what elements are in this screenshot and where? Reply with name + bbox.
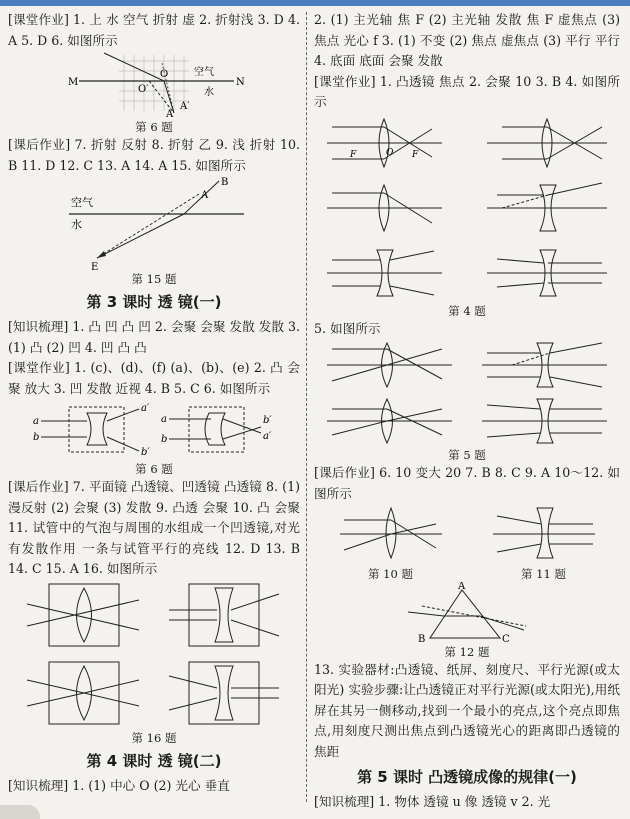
column-divider	[306, 12, 307, 802]
fig4-label-f-left: F	[350, 149, 357, 160]
fig6b-label-a: a	[161, 414, 167, 425]
answer-paragraph: 13. 实验器材:凸透镜、纸屏、刻度尺、平行光源(或太阳光) 实验步骤:让凸透镜正对平行光源(或太阳光),用纸屏在其另一侧移动,找到一个最小的亮点,这个亮点即焦点,用刻度尺测出焦点到凸透镜光心的距离即凸透镜的焦距	[314, 661, 620, 759]
right-column	[314, 10, 620, 813]
answer-paragraph: [知识梳理] 1. 物体 透镜 u 像 透镜 v 2. 光	[314, 794, 551, 809]
fig6b-label-b-prime: b′	[141, 447, 150, 458]
fig6-label-a-prime: A′	[180, 101, 190, 112]
fig4-convex-3	[327, 185, 442, 231]
fig5-concave-1	[482, 343, 607, 387]
fig6b-label-b-prime: b′	[263, 415, 272, 426]
fig12-label-b: B	[418, 633, 426, 644]
fig12-label-a: A	[458, 581, 466, 592]
answer-paragraph: [课后作业] 7. 平面镜 凸透镜、凹透镜 凸透镜 8. (1) 漫反射 (2) 会聚 (3) 发散 9. 凸透 会聚 10. 凸 会聚 11. 试管中的气泡与周围的水组成一个凹透镜,对光有发散作用 一条与试管平行的亮线 12. D 13. B 14. C 15. A 16. 如图所示	[8, 479, 300, 576]
fig15-label-a: A	[201, 190, 209, 201]
fig15-label-e: E	[91, 262, 99, 271]
answer-paragraph: 2. (1) 主光轴 焦 F (2) 主光轴 发散 焦 F 虚焦点 (3) 焦点 光心 f 3. (1) 不变 (2) 焦点 虚焦点 (3) 平行 平行 4. 底面 底面 会聚 发散	[314, 12, 620, 68]
figure-caption: 第 6 题	[135, 120, 173, 134]
fig4-convex-1	[327, 119, 442, 167]
fig4-convex-2	[487, 119, 607, 167]
fig6b-label-b: b	[33, 432, 40, 443]
prism-diagram-fig12	[402, 582, 532, 644]
lens-box-diagram-fig16	[19, 580, 289, 730]
figures-10-11-row	[314, 504, 620, 582]
fig4-label-f-right: F	[412, 149, 419, 160]
fig4-label-o: O	[386, 147, 394, 158]
refraction-diagram-fig15	[59, 176, 249, 271]
lens-box-diagram-fig6	[29, 399, 279, 461]
refraction-diagram-fig6	[54, 51, 254, 119]
fig6-label-o-prime: O′	[138, 84, 149, 95]
answer-paragraph: [课后作业] 7. 折射 反射 8. 折射 乙 9. 浅 折射 10. B 11. D 12. C 13. A 14. A 15. 如图所示	[8, 137, 300, 173]
fig6-label-n: N	[236, 77, 245, 88]
lesson-heading: 第 5 课时 凸透镜成像的规律(一)	[357, 768, 577, 786]
lesson-heading: 第 4 课时 透 镜(二)	[86, 751, 222, 770]
figure-caption: 第 6 题	[135, 462, 173, 476]
fig6-label-a: A	[166, 109, 174, 119]
answer-paragraph: [课后作业] 6. 10 变大 20 7. B 8. C 9. A 10～12. 如图所示	[314, 465, 620, 501]
fig15-label-b: B	[221, 177, 229, 188]
figure-caption: 第 4 题	[448, 303, 486, 318]
figure-caption: 第 10 题	[368, 566, 413, 581]
fig12-label-c: C	[502, 633, 510, 644]
fig6b-label-b: b	[161, 434, 168, 445]
fig6-label-water: 水	[204, 87, 214, 98]
lens-ray-diagram-fig4	[322, 113, 612, 303]
answer-paragraph: [课堂作业] 1. 凸透镜 焦点 2. 会聚 10 3. B 4. 如图所示	[314, 73, 620, 109]
figure-11	[489, 504, 599, 582]
page-corner-decoration	[0, 805, 40, 819]
fig6-label-o: O	[160, 69, 169, 80]
fig4-concave-1	[487, 183, 607, 231]
figure-caption: 第 5 题	[448, 448, 486, 462]
figure-caption: 第 16 题	[131, 730, 177, 745]
lens-ray-diagram-fig10	[336, 504, 446, 559]
figure-caption: 第 15 题	[131, 272, 177, 286]
answer-paragraph: [知识梳理] 1. (1) 中心 O (2) 光心 垂直	[8, 777, 230, 793]
answer-paragraph: 5. 如图所示	[314, 320, 381, 336]
fig4-concave-3	[487, 250, 607, 296]
top-color-bar	[0, 0, 630, 6]
fig5-concave-2	[482, 399, 607, 443]
answer-paragraph: [课堂作业] 1. 上 水 空气 折射 虚 2. 折射浅 3. D 4. A 5. D 6. 如图所示	[8, 12, 300, 48]
fig6-label-air: 空气	[194, 67, 214, 78]
answer-paragraph: [知识梳理] 1. 凸 凹 凸 凹 2. 会聚 会聚 发散 发散 3. (1) 凸 (2) 凹 4. 凹 凸 凸	[8, 319, 300, 355]
lens-ray-diagram-fig11	[489, 504, 599, 559]
answer-paragraph: [课堂作业] 1. (c)、(d)、(f) (a)、(b)、(e) 2. 凸 会聚 放大 3. 凹 发散 近视 4. B 5. C 6. 如图所示	[8, 360, 300, 396]
lens-ray-diagram-fig5	[322, 339, 612, 447]
figure-caption: 第 12 题	[444, 644, 490, 659]
fig6b-label-a-prime: a′	[263, 431, 272, 442]
left-column	[8, 10, 300, 796]
fig6-label-m: M	[68, 77, 79, 88]
fig4-concave-2	[327, 250, 442, 296]
fig6b-label-a-prime: a′	[141, 403, 150, 414]
fig15-label-water: 水	[71, 218, 82, 231]
figure-10	[336, 504, 446, 582]
fig5-convex-1	[327, 343, 452, 387]
lesson-heading: 第 3 课时 透 镜(一)	[86, 293, 222, 311]
fig6b-label-a: a	[33, 416, 39, 427]
figure-caption: 第 11 题	[521, 566, 566, 581]
fig15-label-air: 空气	[71, 196, 93, 209]
fig5-convex-2	[327, 399, 452, 443]
